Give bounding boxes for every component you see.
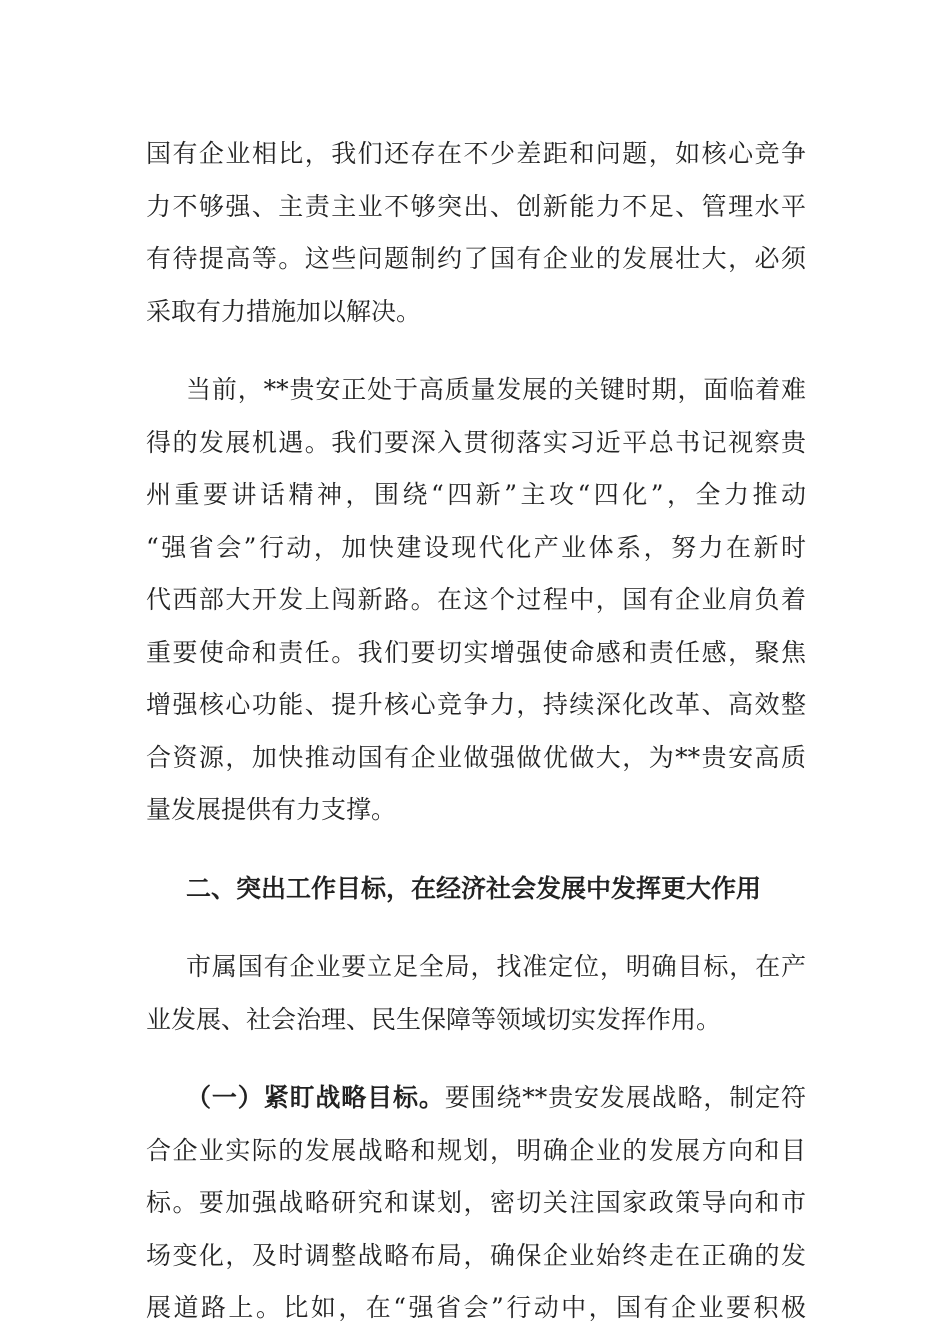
paragraph-4 (146, 1072, 806, 1335)
text-line: 业发展、社会治理、民生保障等领域切实发挥作用。 (146, 1004, 722, 1034)
paragraph-1 (146, 128, 806, 338)
text-line: 合资源，加快推动国有企业做强做优做大，为**贵安高质 (146, 742, 806, 772)
subsection-title: （一）紧盯战略目标。 (186, 1083, 445, 1112)
section-heading: 二、突出工作目标，在经济社会发展中发挥更大作用 (186, 873, 762, 903)
text-line (146, 1072, 806, 1125)
text-line: “强省会”行动，加快建设现代化产业体系，努力在新时 (146, 532, 806, 562)
text-line: 力不够强、主责主业不够突出、创新能力不足、管理水平 (146, 191, 806, 221)
text-line: 展道路上。比如，在“强省会”行动中，国有企业要积极 (146, 1293, 806, 1322)
text-line: 合企业实际的发展战略和规划，明确企业的发展方向和目 (146, 1135, 806, 1165)
text-line: 代西部大开发上闯新路。在这个过程中，国有企业肩负着 (146, 585, 806, 614)
document-page (146, 128, 806, 1335)
text-span: 要围绕**贵安发展战略，制定符 (444, 1083, 806, 1112)
text-line: 当前，**贵安正处于高质量发展的关键时期，面临着难 (186, 375, 806, 404)
text-line: 有待提高等。这些问题制约了国有企业的发展壮大，必须 (146, 244, 806, 273)
paragraph-3 (146, 941, 806, 1046)
text-line: 采取有力措施加以解决。 (146, 296, 422, 326)
text-line: 重要使命和责任。我们要切实增强使命感和责任感，聚焦 (146, 637, 806, 667)
paragraph-2 (146, 364, 806, 837)
text-line: 国有企业相比，我们还存在不少差距和问题，如核心竞争 (146, 139, 806, 168)
text-line: 州重要讲话精神，围绕“四新”主攻“四化”，全力推动 (146, 480, 806, 509)
text-line: 标。要加强战略研究和谋划，密切关注国家政策导向和市 (146, 1188, 806, 1217)
text-line: 量发展提供有力支撑。 (146, 795, 397, 824)
text-line: 增强核心功能、提升核心竞争力，持续深化改革、高效整 (146, 690, 806, 719)
text-line: 场变化，及时调整战略布局，确保企业始终走在正确的发 (146, 1240, 806, 1270)
text-line: 得的发展机遇。我们要深入贯彻落实习近平总书记视察贵 (146, 427, 806, 457)
text-line: 市属国有企业要立足全局，找准定位，明确目标，在产 (186, 952, 806, 981)
